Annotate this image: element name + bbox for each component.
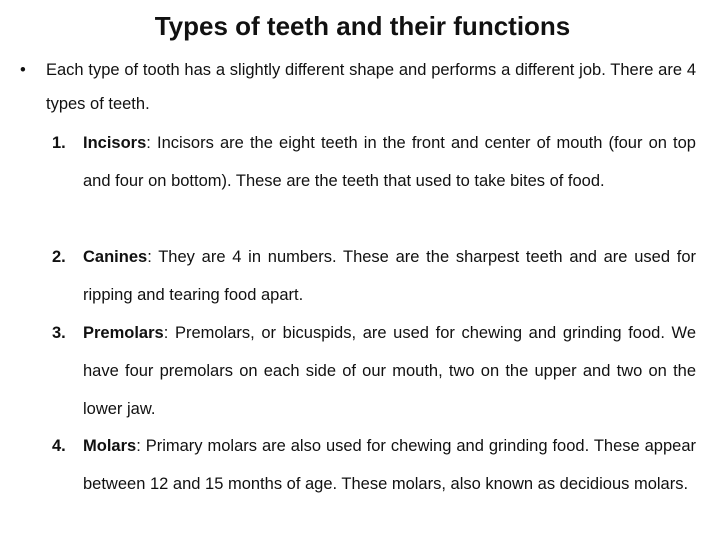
item-separator: : xyxy=(146,134,151,152)
item-number: 4. xyxy=(52,437,66,455)
item-separator: : xyxy=(163,324,169,342)
list-item-molars xyxy=(83,427,696,503)
intro-paragraph: Each type of tooth has a slightly different shape and performs a different job. There are 4 types of teeth. xyxy=(46,61,696,113)
item-description: Premolars, or bicuspids, are used for chewing and grinding food. We have four premolars on each side of our mouth, two on the upper and two on the lower jaw. xyxy=(83,324,696,418)
item-term: Molars xyxy=(83,437,137,455)
list-item-incisors xyxy=(83,124,696,200)
list-item-premolars xyxy=(83,314,696,428)
item-description: They are 4 in numbers. These are the sharpest teeth and are used for ripping and tearing food apart. xyxy=(83,248,696,304)
item-separator: : xyxy=(147,248,152,266)
list-item-canines xyxy=(83,238,696,314)
item-term: Canines xyxy=(83,248,148,266)
item-number: 2. xyxy=(52,248,66,266)
bullet-icon: • xyxy=(20,61,26,79)
item-description: Primary molars are also used for chewing and grinding food. These appear between 12 and 15 months of age. These molars, also known as decidious molars. xyxy=(83,437,696,493)
page-title: Types of teeth and their functions xyxy=(154,11,571,41)
item-number: 1. xyxy=(52,134,66,152)
item-separator: : xyxy=(136,437,141,455)
item-number: 3. xyxy=(52,324,66,342)
item-description: Incisors are the eight teeth in the front and center of mouth (four on top and four on bottom). These are the teeth that used to take bites of food. xyxy=(83,134,696,190)
item-term: Premolars xyxy=(83,324,164,342)
item-term: Incisors xyxy=(83,134,147,152)
